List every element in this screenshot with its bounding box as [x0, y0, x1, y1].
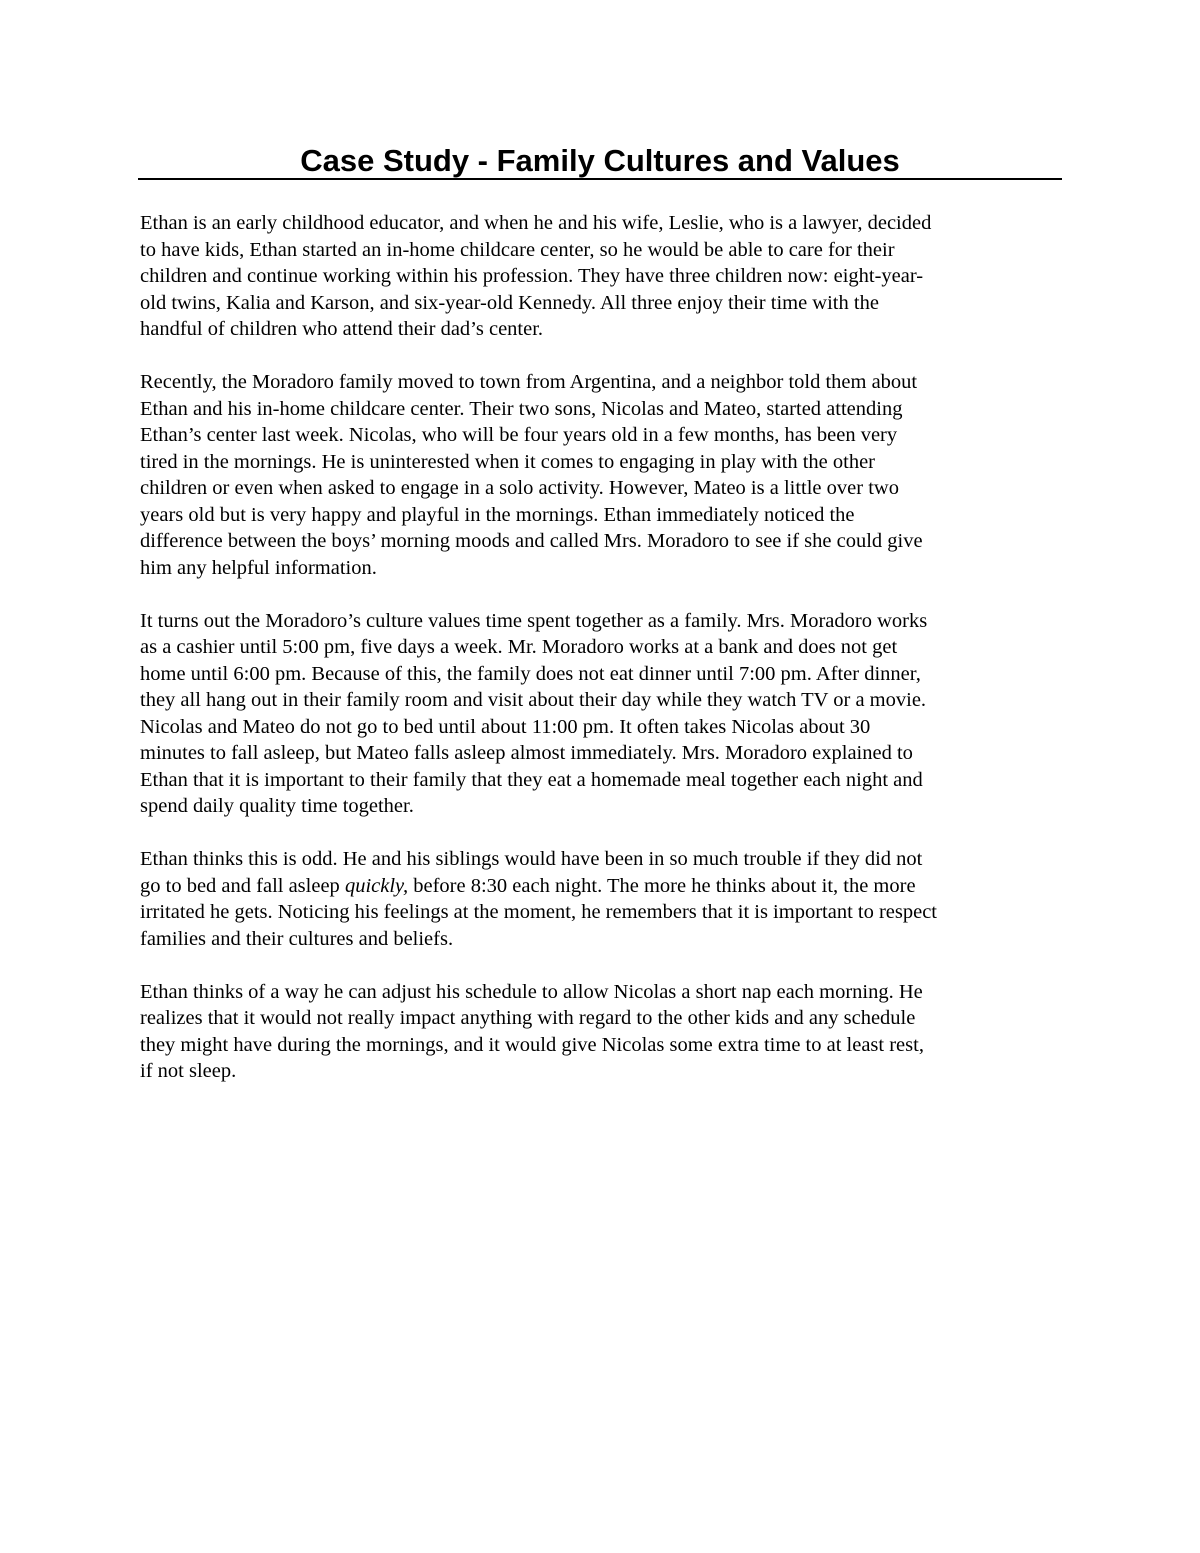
text-line: spend daily quality time together.: [140, 795, 414, 817]
document-body: [140, 210, 1062, 1111]
text-line: Ethan is an early childhood educator, and when he and his wife, Leslie, who is a lawyer, decided: [140, 212, 932, 234]
text-line: children or even when asked to engage in a solo activity. However, Mateo is a little over two: [140, 477, 899, 499]
text-line: Ethan that it is important to their family that they eat a homemade meal together each night and: [140, 768, 923, 791]
text-line: years old but is very happy and playful in the mornings. Ethan immediately noticed the: [140, 503, 855, 526]
text-line: if not sleep.: [140, 1060, 237, 1082]
text-line: children and continue working within his profession. They have three children now: eight-year-: [140, 265, 924, 287]
text-line: families and their cultures and beliefs.: [140, 927, 454, 950]
text-line: Recently, the Moradoro family moved to town from Argentina, and a neighbor told them about: [140, 371, 918, 393]
text-line: as a cashier until 5:00 pm, five days a week. Mr. Moradoro works at a bank and does not get: [140, 636, 898, 658]
text-line: home until 6:00 pm. Because of this, the family does not eat dinner until 7:00 pm. After dinner,: [140, 662, 921, 685]
text-line: him any helpful information.: [140, 556, 377, 579]
text-line: It turns out the Moradoro’s culture values time spent together as a family. Mrs. Moradoro works: [140, 609, 928, 632]
text-line: minutes to fall asleep, but Mateo falls asleep almost immediately. Mrs. Moradoro explained to: [140, 742, 913, 764]
text-line: they might have during the mornings, and it would give Nicolas some extra time to at least rest,: [140, 1033, 924, 1056]
text-line: Ethan thinks of a way he can adjust his schedule to allow Nicolas a short nap each morning. He: [140, 980, 923, 1003]
text-segment: go to bed and fall asleep: [140, 874, 345, 897]
text-line: Ethan thinks this is odd. He and his siblings would have been in so much trouble if they did not: [140, 848, 923, 870]
paragraph-1: [140, 210, 1062, 343]
title-underline: [138, 178, 1062, 180]
text-line: handful of children who attend their dad’s center.: [140, 318, 544, 340]
emphasized-word: quickly,: [344, 874, 409, 897]
text-line: [140, 873, 1062, 900]
text-line: difference between the boys’ morning moods and called Mrs. Moradoro to see if she could give: [140, 530, 923, 552]
text-line: tired in the mornings. He is uninterested when it comes to engaging in play with the other: [140, 450, 875, 473]
paragraph-3: [140, 608, 1062, 820]
paragraph-2: [140, 369, 1062, 581]
text-line: they all hang out in their family room and visit about their day while they watch TV or a movie.: [140, 689, 927, 711]
text-line: Ethan and his in-home childcare center. Their two sons, Nicolas and Mateo, started attending: [140, 397, 903, 420]
text-line: to have kids, Ethan started an in-home childcare center, so he would be able to care for their: [140, 238, 895, 261]
text-line: irritated he gets. Noticing his feelings at the moment, he remembers that it is important to respect: [140, 901, 938, 923]
document-title: Case Study - Family Cultures and Values: [300, 143, 900, 178]
text-line: Nicolas and Mateo do not go to bed until about 11:00 pm. It often takes Nicolas about 30: [140, 715, 871, 738]
text-line: old twins, Kalia and Karson, and six-year-old Kennedy. All three enjoy their time with the: [140, 291, 879, 314]
text-line: realizes that it would not really impact anything with regard to the other kids and any schedule: [140, 1007, 916, 1029]
paragraph-4: [140, 846, 1062, 952]
paragraph-5: [140, 979, 1062, 1085]
text-segment: before 8:30 each night. The more he thinks about it, the more: [408, 874, 916, 897]
text-line: Ethan’s center last week. Nicolas, who will be four years old in a few months, has been very: [140, 424, 898, 446]
